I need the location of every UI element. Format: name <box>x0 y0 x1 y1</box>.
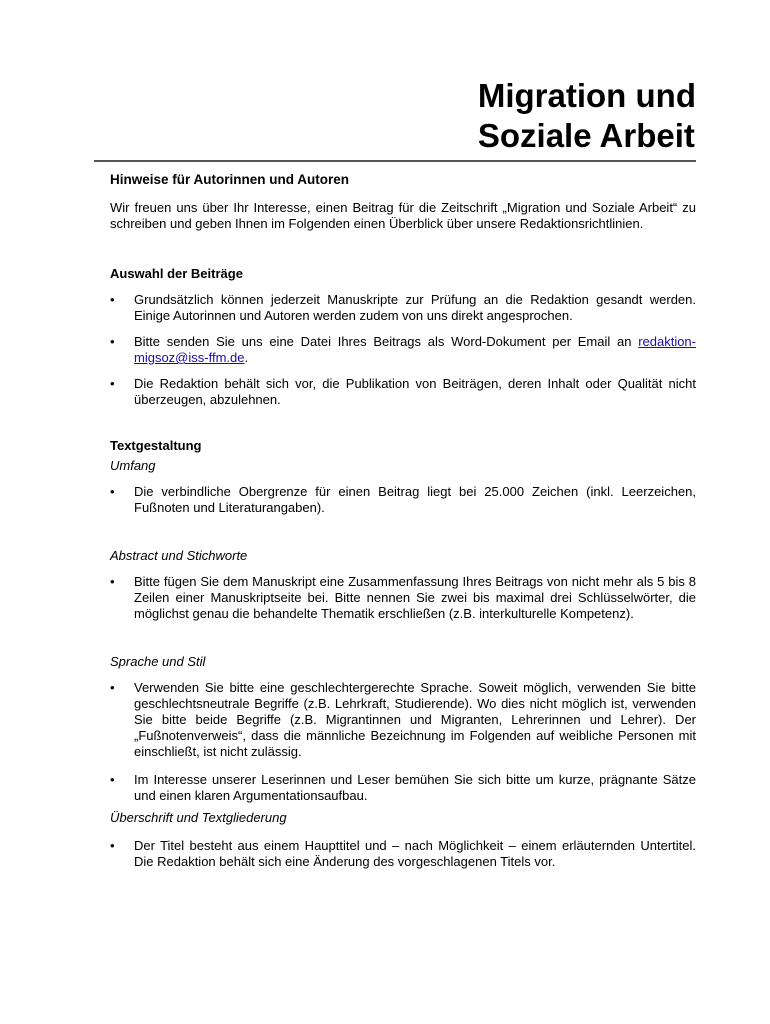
list-item <box>110 772 696 804</box>
list-item-text: Im Interesse unserer Leserinnen und Leser bemühen Sie sich bitte um kurze, prägnante Sätze und einen klaren Argumentationsaufbau. <box>134 772 696 803</box>
bullet-icon: • <box>110 484 115 499</box>
section-heading-textgestaltung: Textgestaltung <box>110 438 202 453</box>
email-link[interactable]: redaktion-migsoz@iss-ffm.de <box>134 334 696 365</box>
journal-title-line-1: Migration und <box>477 77 696 114</box>
intro-paragraph: Wir freuen uns über Ihr Interesse, einen Beitrag für die Zeitschrift „Migration und Soziale Arbeit“ zu schreiben und geben Ihnen im Folgenden einen Überblick über unsere Redaktionsrichtlinien. <box>110 200 696 231</box>
auswahl-list <box>110 292 696 408</box>
subheading-umfang: Umfang <box>110 458 156 473</box>
list-item <box>110 680 696 760</box>
sprache-list <box>110 680 696 804</box>
abstract-list <box>110 574 696 622</box>
journal-title <box>478 76 696 156</box>
subheading-abstract: Abstract und Stichworte <box>110 548 248 563</box>
list-item-text: Bitte senden Sie uns eine Datei Ihres Beitrags als Word-Dokument per Email an <box>134 334 639 349</box>
umfang-list <box>110 484 696 516</box>
subheading-sprache: Sprache und Stil <box>110 654 206 669</box>
list-item <box>110 574 696 622</box>
list-item-text-end: . <box>244 350 249 365</box>
bullet-icon: • <box>110 334 115 349</box>
list-item-text: Verwenden Sie bitte eine geschlechtergerechte Sprache. Soweit möglich, verwenden Sie bitte geschlechtsneutrale Begriffe (z.B. Lehrkraft, Studierende). Wo dies nicht möglich ist, verwenden Sie bitte beide Begriffe (z.B. Migrantinnen und Migranten, Lehrerinnen und Lehrer). Der „Fußnotenverweis“, dass die männliche Bezeichnung im Folgenden auf weibliche Personen mit einschließt, ist nicht zulässig. <box>134 680 696 759</box>
subheading-ueberschrift: Überschrift und Textgliederung <box>110 810 287 825</box>
bullet-icon: • <box>110 574 115 589</box>
list-item <box>110 292 696 324</box>
journal-title-line-2: Soziale Arbeit <box>477 117 695 154</box>
bullet-icon: • <box>110 292 115 307</box>
bullet-icon: • <box>110 376 115 391</box>
ueberschrift-list <box>110 838 696 870</box>
list-item <box>110 376 696 408</box>
list-item-text: Bitte fügen Sie dem Manuskript eine Zusammenfassung Ihres Beitrags von nicht mehr als 5 bis 8 Zeilen einer Manuskriptseite bei. Bitte nennen Sie zwei bis maximal drei Schlüsselwörter, die möglichst genau die behandelte Thematik erschließen (z.B. interkulturelle Kompetenz). <box>134 574 696 621</box>
list-item <box>110 334 696 366</box>
document-body <box>110 172 696 870</box>
bullet-icon: • <box>110 772 115 787</box>
page-heading: Hinweise für Autorinnen und Autoren <box>110 172 349 187</box>
bullet-icon: • <box>110 838 115 853</box>
list-item-text: Die verbindliche Obergrenze für einen Beitrag liegt bei 25.000 Zeichen (inkl. Leerzeichen, Fußnoten und Literaturangaben). <box>134 484 696 515</box>
bullet-icon: • <box>110 680 115 695</box>
list-item <box>110 484 696 516</box>
list-item-text: Der Titel besteht aus einem Haupttitel und – nach Möglichkeit – einem erläuternden Untertitel. Die Redaktion behält sich eine Änderung des vorgeschlagenen Titels vor. <box>134 838 696 869</box>
section-heading-auswahl: Auswahl der Beiträge <box>110 266 243 281</box>
title-divider <box>94 160 696 162</box>
list-item-text: Grundsätzlich können jederzeit Manuskripte zur Prüfung an die Redaktion gesandt werden. Einige Autorinnen und Autoren werden zudem von uns direkt angesprochen. <box>134 292 696 323</box>
list-item-text: Die Redaktion behält sich vor, die Publikation von Beiträgen, deren Inhalt oder Qualität nicht überzeugen, abzulehnen. <box>134 376 696 407</box>
list-item <box>110 838 696 870</box>
